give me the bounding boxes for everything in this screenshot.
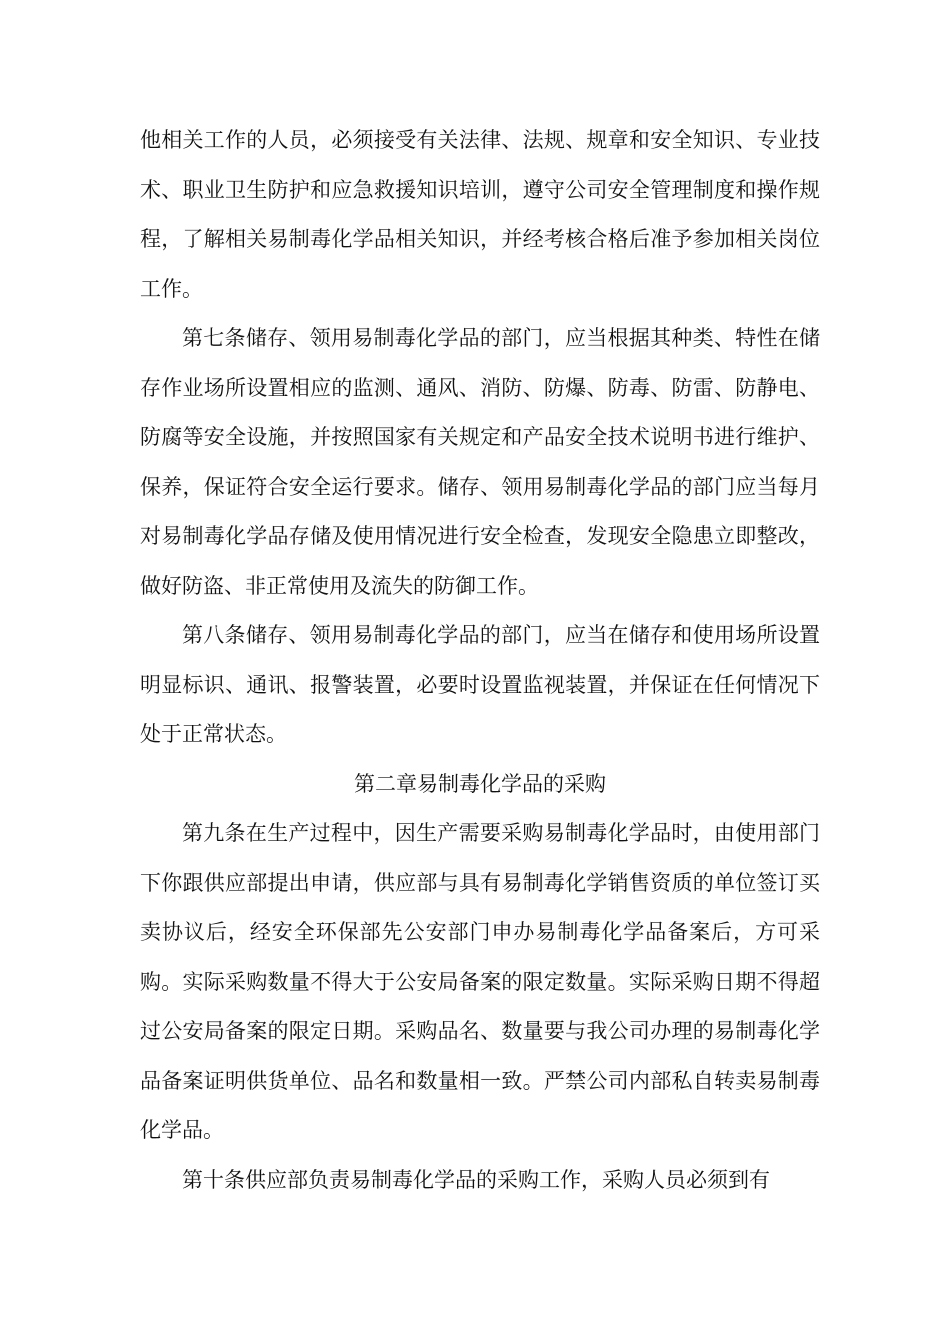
paragraph-article-8: 第八条储存、领用易制毒化学品的部门，应当在储存和使用场所设置明显标识、通讯、报警装置，必要时设置监视装置，并保证在任何情况下处于正常状态。	[140, 623, 820, 746]
document-page	[140, 116, 820, 1205]
paragraph-article-7: 第七条储存、领用易制毒化学品的部门，应当根据其种类、特性在储存作业场所设置相应的监测、通风、消防、防爆、防毒、防雷、防静电、防腐等安全设施，并按照国家有关规定和产品安全技术说明书进行维护、保养，保证符合安全运行要求。储存、领用易制毒化学品的部门应当每月对易制毒化学品存储及使用情况进行安全检查，发现安全隐患立即整改，做好防盗、非正常使用及流失的防御工作。	[140, 326, 820, 598]
chapter-title: 第二章易制毒化学品的采购	[354, 771, 606, 796]
paragraph-article-9: 第九条在生产过程中，因生产需要采购易制毒化学品时，由使用部门下你跟供应部提出申请，供应部与具有易制毒化学销售资质的单位签订买卖协议后，经安全环保部先公安部门申办易制毒化学品备案后，方可采购。实际采购数量不得大于公安局备案的限定数量。实际采购日期不得超过公安局备案的限定日期。采购品名、数量要与我公司办理的易制毒化学品备案证明供货单位、品名和数量相一致。严禁公司内部私自转卖易制毒化学品。	[140, 821, 820, 1142]
paragraph-continuation: 他相关工作的人员，必须接受有关法律、法规、规章和安全知识、专业技术、职业卫生防护和应急救援知识培训，遵守公司安全管理制度和操作规程，了解相关易制毒化学品相关知识，并经考核合格后准予参加相关岗位工作。	[140, 128, 820, 301]
paragraph-article-10: 第十条供应部负责易制毒化学品的采购工作，采购人员必须到有	[182, 1167, 770, 1192]
